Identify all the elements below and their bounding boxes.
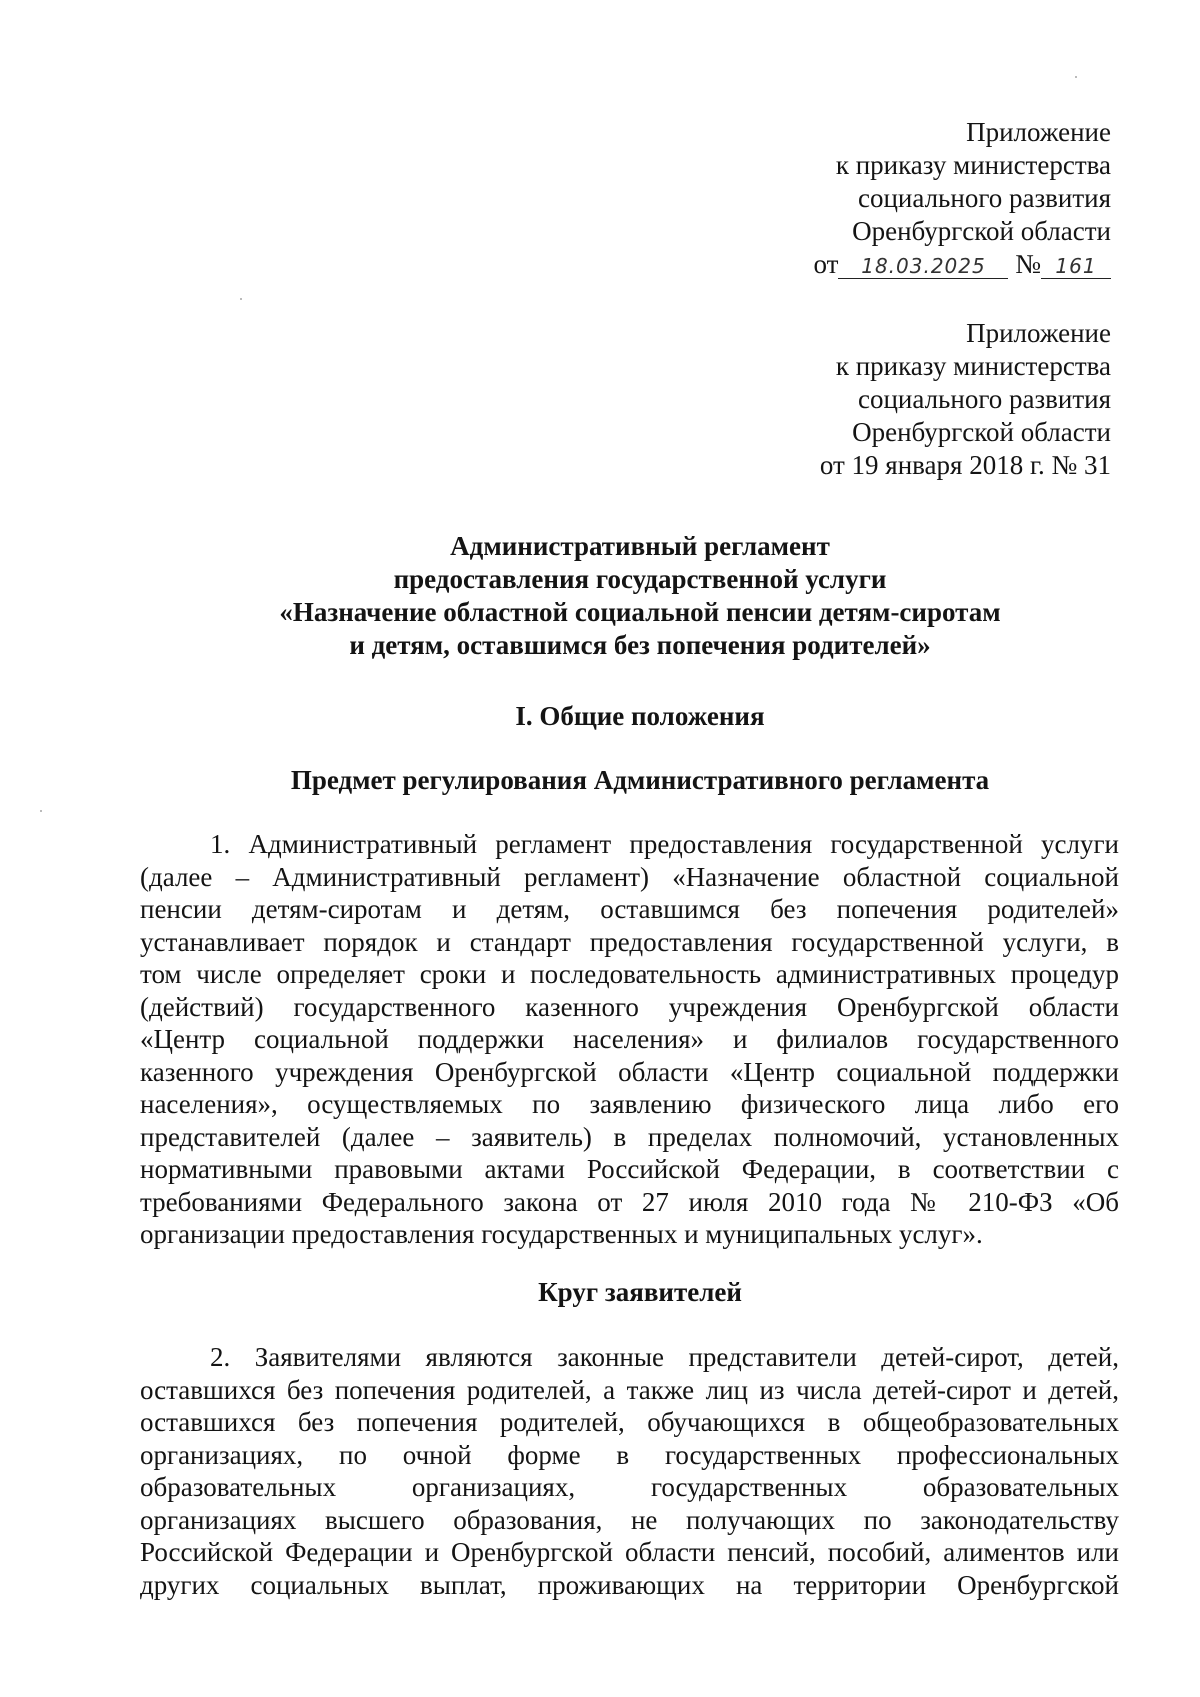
- paragraph-line: организации предоставления государственных и муниципальных услуг».: [140, 1219, 983, 1249]
- header-line: социального развития: [857, 384, 1111, 414]
- paragraph-line: представителей (далее – заявитель) в пределах полномочий, установленных: [140, 1121, 1119, 1152]
- paragraph-line: казенного учреждения Оренбургской области «Центр социальной поддержки: [140, 1056, 1119, 1087]
- header-line: к приказу министерства: [835, 351, 1111, 381]
- header-line: к приказу министерства: [835, 150, 1111, 180]
- handwritten-order-date: 18.03.2025: [838, 254, 1008, 279]
- subsection-heading: Предмет регулирования Административного регламента: [290, 765, 990, 795]
- header-line: Приложение: [966, 117, 1111, 147]
- scan-speck: [240, 298, 242, 300]
- title-line: «Назначение областной социальной пенсии детям-сиротам: [279, 597, 1001, 627]
- paragraph-line: оставшихся без попечения родителей, а также лиц из числа детей-сирот и детей,: [140, 1374, 1119, 1405]
- handwritten-order-number: 161: [1041, 254, 1111, 279]
- order-date-number-line: [591, 248, 1111, 281]
- number-sign: №: [1015, 249, 1041, 279]
- title-line: Административный регламент: [450, 531, 830, 561]
- title-line: предоставления государственной услуги: [393, 564, 887, 594]
- header-line: Оренбургской области: [852, 417, 1111, 447]
- paragraph-line: устанавливает порядок и стандарт предоставления государственной услуги, в: [140, 926, 1119, 957]
- paragraph-line: (далее – Административный регламент) «Назначение областной социальной: [140, 861, 1119, 892]
- appendix-header-previous: [591, 317, 1111, 482]
- header-line: от 19 января 2018 г. № 31: [819, 450, 1111, 480]
- paragraph-2: [140, 1341, 1119, 1601]
- title-line: и детям, оставшимся без попечения родителей»: [349, 630, 931, 660]
- paragraph-line: нормативными правовыми актами Российской Федерации, в соответствии с: [140, 1154, 1119, 1184]
- paragraph-line: образовательных организациях, государственных образовательных: [140, 1472, 1119, 1502]
- paragraph-line: (действий) государственного казенного учреждения Оренбургской области: [140, 991, 1119, 1022]
- paragraph-line: Российской Федерации и Оренбургской области пенсий, пособий, алиментов или: [140, 1537, 1119, 1567]
- paragraph-line: 1. Административный регламент предоставления государственной услуги: [210, 829, 1119, 859]
- document-title: [140, 530, 1140, 662]
- order-prefix: от: [813, 249, 839, 279]
- appendix-header-current: [591, 116, 1111, 281]
- paragraph-line: том числе определяет сроки и последовательность административных процедур: [140, 959, 1119, 989]
- paragraph-line: организациях высшего образования, не получающих по законодательству: [140, 1504, 1119, 1535]
- header-line: Приложение: [966, 318, 1111, 348]
- scan-speck: [1075, 76, 1077, 78]
- paragraph-line: населения», осуществляемых по заявлению физического лица либо его: [140, 1089, 1119, 1119]
- paragraph-line: пенсии детям-сиротам и детям, оставшимся без попечения родителей»: [140, 894, 1119, 924]
- section-heading: I. Общие положения: [515, 701, 765, 731]
- paragraph-line: требованиями Федерального закона от 27 июля 2010 года № 210-ФЗ «Об: [140, 1186, 1119, 1217]
- paragraph-line: оставшихся без попечения родителей, обучающихся в общеобразовательных: [140, 1407, 1119, 1437]
- scan-speck: [40, 810, 42, 812]
- paragraph-line: «Центр социальной поддержки населения» и филиалов государственного: [140, 1024, 1119, 1054]
- paragraph-line: организациях, по очной форме в государственных профессиональных: [140, 1439, 1119, 1470]
- subsection-heading: Круг заявителей: [538, 1277, 742, 1307]
- paragraph-line: 2. Заявителями являются законные представители детей-сирот, детей,: [210, 1342, 1119, 1372]
- header-line: Оренбургской области: [852, 216, 1111, 246]
- paragraph-1: [140, 828, 1119, 1251]
- paragraph-line: других социальных выплат, проживающих на территории Оренбургской: [140, 1569, 1119, 1600]
- header-line: социального развития: [857, 183, 1111, 213]
